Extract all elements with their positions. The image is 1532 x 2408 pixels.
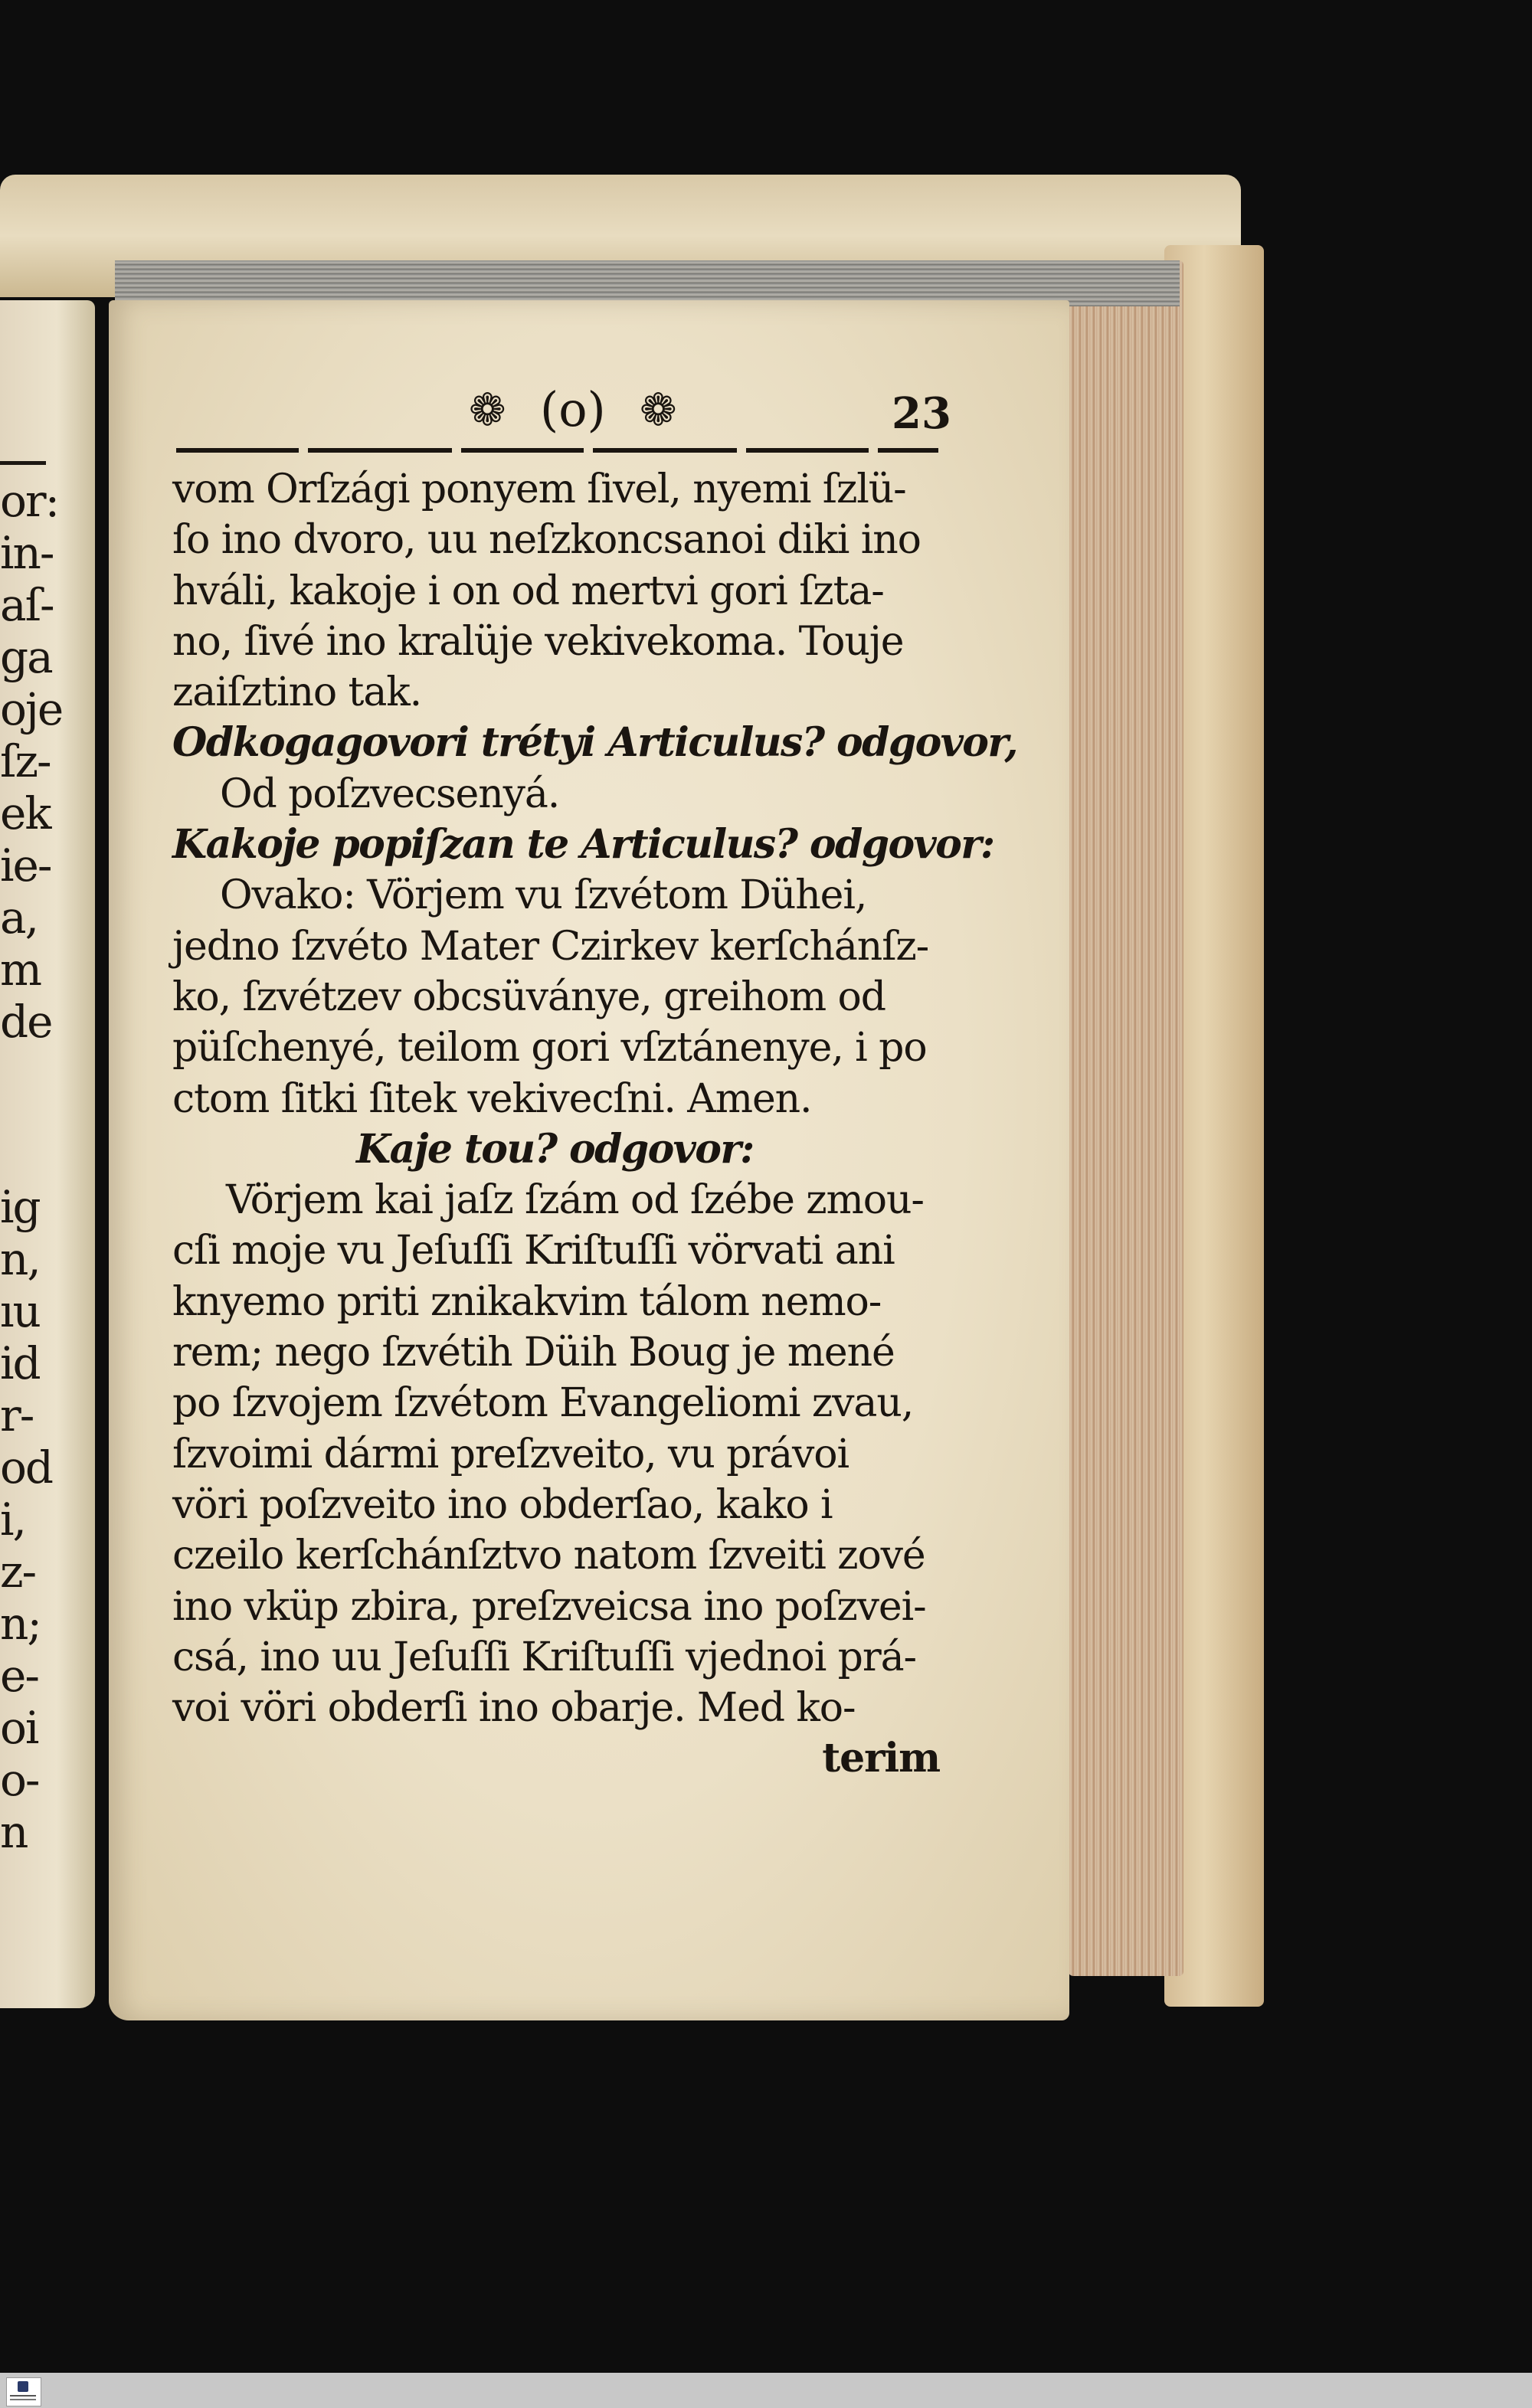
left-fragment: ie- — [0, 839, 51, 892]
left-fragment: ek — [0, 787, 51, 839]
page-text — [172, 464, 1017, 1785]
text-line: Ovako: Vörjem vu ſzvétom Dühei, — [220, 872, 867, 919]
header-rule — [176, 448, 938, 453]
question-line: Kaje tou? odgovor: — [356, 1125, 754, 1173]
text-line: ſo ino dvoro, uu neſzkoncsanoi diki ino — [172, 517, 921, 564]
left-fragment: n; — [0, 1598, 41, 1650]
left-fragment: in- — [0, 527, 54, 579]
question-line: Kakoje popiſzan te Articulus? odgovor: — [172, 821, 994, 869]
answer-line: Od poſzvecsenyá. — [220, 770, 560, 817]
text-line: ino vküp zbira, preſzveicsa ino poſzvei- — [172, 1583, 926, 1630]
text-line: cſi moje vu Jeſuſſi Kriſtuſſi vörvati ani — [172, 1228, 895, 1274]
left-fragment: ıu — [0, 1285, 40, 1337]
text-line: zaiſztino tak. — [172, 669, 422, 716]
left-fragment: o- — [0, 1754, 39, 1806]
text-line: ko, ſzvétzev obcsüványe, greihom od — [172, 973, 885, 1020]
left-page-rule — [0, 461, 46, 465]
text-line: csá, ino uu Jeſuſſi Kriſtuſſi vjednoi prá- — [172, 1634, 916, 1680]
text-line: püſchenyé, teilom gori vſztánenye, i po — [172, 1025, 927, 1071]
text-line: czeilo kerſchánſztvo natom ſzveiti zové — [172, 1533, 925, 1579]
question-line: Odkogagovori trétyi Articulus? odgovor, — [172, 719, 1017, 767]
page-block-top — [115, 260, 1180, 306]
text-line: vöri poſzveito ino obderſao, kako i — [172, 1481, 833, 1528]
text-line: knyemo priti znikakvim tálom nemo- — [172, 1278, 882, 1325]
text-line: voi vöri obderſi ino obarje. Med ko- — [172, 1685, 856, 1732]
page-number: 23 — [892, 388, 951, 439]
left-fragment: ga — [0, 631, 52, 683]
left-fragment: id — [0, 1337, 40, 1389]
library-logo-icon — [6, 2377, 41, 2406]
left-fragment: z- — [0, 1546, 36, 1598]
text-line: po ſzvojem ſzvétom Evangeliomi zvau, — [172, 1380, 914, 1427]
flower-ornament-icon: ❁ — [469, 384, 506, 436]
left-fragment: r- — [0, 1389, 34, 1441]
left-fragment: oje — [0, 683, 63, 735]
left-neighbor-page — [0, 300, 95, 2008]
text-line: no, ſivé ino kralüje vekivekoma. Touje — [172, 618, 904, 665]
page-edges — [1069, 260, 1183, 1976]
flower-ornament-icon: ❁ — [640, 384, 677, 436]
left-fragment: i, — [0, 1494, 25, 1546]
left-fragment: a, — [0, 892, 38, 944]
left-fragment: n — [0, 1806, 28, 1858]
text-line: vom Orſzági ponyem ſivel, nyemi ſzlü- — [172, 466, 906, 512]
text-line: ſzvoimi dármi preſzveito, vu právoi — [172, 1431, 849, 1477]
left-fragment: od — [0, 1441, 53, 1494]
scan-footer-bar — [0, 2373, 1532, 2408]
left-fragment: oi — [0, 1702, 38, 1754]
header-center-mark: (o) — [540, 381, 606, 437]
text-line: ctom ſitki ſitek vekivecſni. Amen. — [172, 1075, 812, 1122]
text-line: rem; nego ſzvétih Düih Boug je mené — [172, 1330, 895, 1376]
left-fragment: ig — [0, 1181, 40, 1233]
left-fragment: ſz- — [0, 735, 51, 787]
left-fragment: or: — [0, 475, 59, 527]
text-line: Vörjem kai jaſz ſzám od ſzébe zmou- — [226, 1177, 924, 1224]
left-fragment: e- — [0, 1650, 38, 1702]
left-fragment: aſ- — [0, 579, 54, 631]
left-fragment: n, — [0, 1233, 40, 1285]
text-line: jedno ſzvéto Mater Czirkev kerſchánſz- — [172, 923, 929, 970]
left-fragment: de — [0, 996, 52, 1048]
text-line: hváli, kakoje i on od mertvi gori ſzta- — [172, 568, 884, 614]
catchword: terim — [822, 1735, 940, 1782]
left-fragment: m — [0, 944, 41, 996]
